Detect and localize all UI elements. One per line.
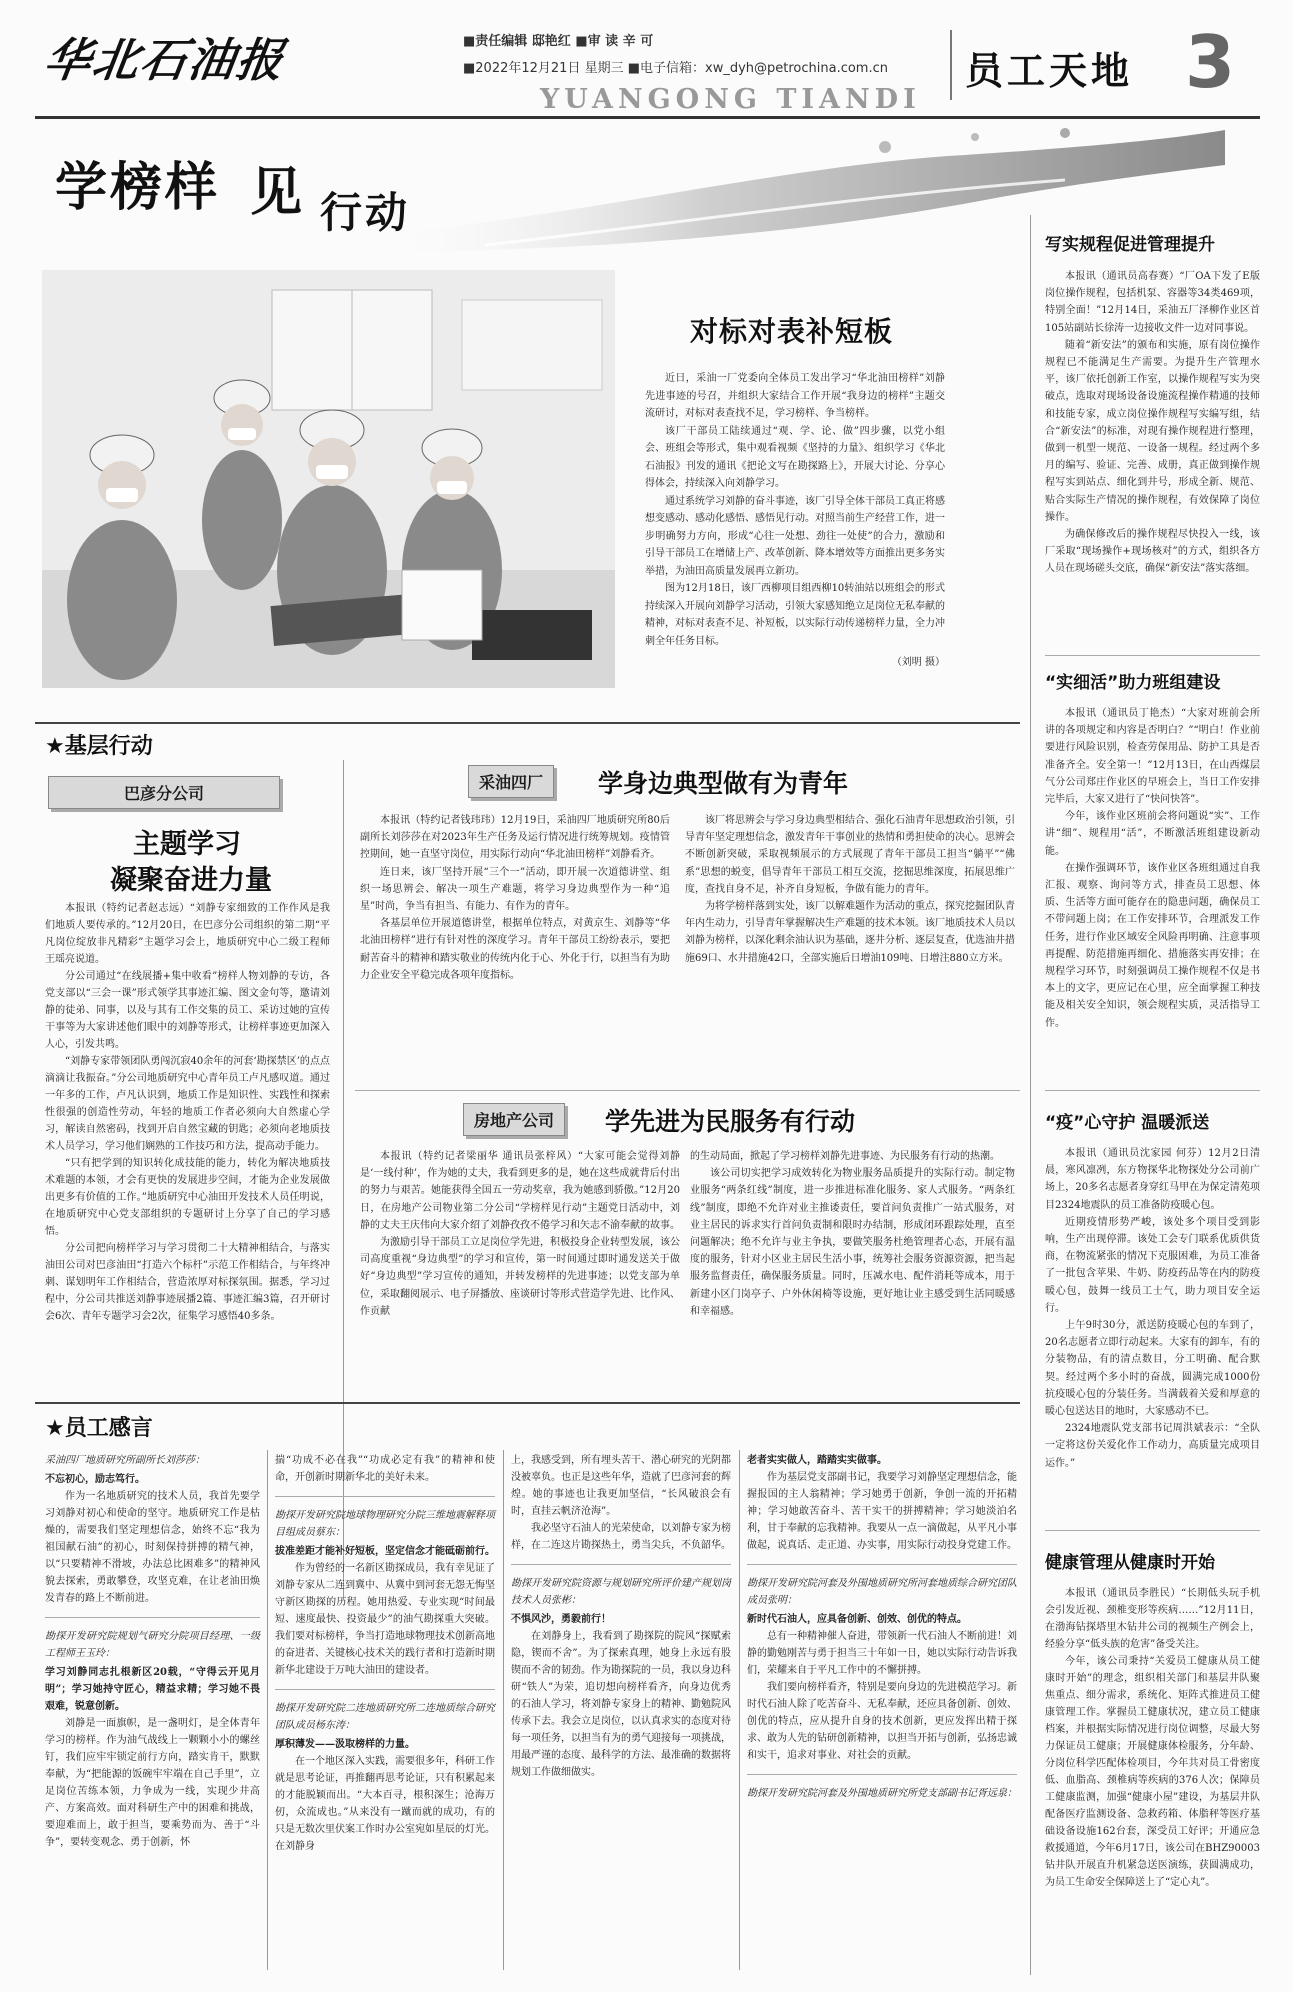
article-body <box>1045 268 1260 578</box>
paragraph: “刘静专家带领团队勇闯沉寂40余年的河套‘勘探禁区’的点点滴滴让我振奋。”分公司地质研究中心青年员工卢凡感叹道。通过一年多的工作，卢凡认识到，地质工作是知识性、实践性和探索性很强的创造性劳动，年轻的地质工作者必须向大自然虚心学习，解读自然密码，找到开启自然宝藏的钥匙；必须向老地质技术人员学习，学习他们娴熟的工作技巧和方法，提高动手能力。 <box>45 1056 330 1152</box>
article-body-right <box>685 812 1015 967</box>
paragraph: 分公司通过“在线展播+集中收看”榜样人物刘静的专访，各党支部以“三会一课”形式领学其事迹汇编、图文金句等，邀请刘静的徒弟、同事，以及与其有工作交集的员工、采访过她的宣传干事等为大家讲述他们眼中的刘静等形式，让榜样事迹更加深入人心，引发共鸣。 <box>45 971 330 1050</box>
author-line: 勘探开发研究院河套及外围地质研究所党支部副书记胥远泉： <box>747 1788 1017 1799</box>
paragraph: 今年，该公司秉持“关爱员工健康从员工健康时开始”的理念，组织相关部门和基层井队聚焦重点、细分需求，系统化、矩阵式推进员工健康管理工作。掌握员工健康状况，建立员工健康档案，并根据实际情况进行岗位调整，尽最大努力保证员工健康；开展健康体检服务，分年龄、分岗位科学匹配体检项目，今年共对员工骨密度低、血脂高、颈椎病等疾病的376人次；保障员工健康监测，加强“健康小屋”建设，为基层井队配备医疗监测设备、急救药箱、体脂秤等医疗基础设备设施162台套，深受员工好评；开通应急救援通道，今年6月17日，该公司在BHZ90003钻井队开展直升机紧急送医演练，获圆满成功，为员工生命安全保障送上了“定心丸”。 <box>1045 1656 1260 1888</box>
paragraph: 在刘静身上，我看到了勘探院的院风“探赋索隐，锲而不舍”。为了探索真理，她身上永远有股锲而不舍的韧劲。作为勘探院的一员，我以身边科研“铁人”为荣，追切想向榜样看齐，向身边优秀的石油人学习，将刘静专家身上的精神、勤勉院风传承下去。我会立足岗位，以认真求实的态度对待每一项任务，以担当有为的勇气迎接每一项挑战，用最严谨的态度、最科学的方法、最准确的数据将规划工作做细做实。 <box>511 1631 731 1778</box>
section-title: 员工天地 <box>965 49 1134 93</box>
article-body <box>45 900 330 1325</box>
paragraph: 2324地震队党支部书记周洪斌表示：“全队一定将这份关爱化作工作动力，高质量完成项目运作。” <box>1045 1423 1260 1469</box>
lead-line: 不忘初心，励志笃行。 <box>45 1474 145 1485</box>
unit-tag-realestate: 房地产公司 <box>463 1103 565 1136</box>
date-line: ■2022年12月21日 星期三 ■电子信箱：xw_dyh@petrochina.com.cn <box>463 61 888 76</box>
author-line: 勘探开发研究院规划气研究分院项目经理、一级工程师王玉玲： <box>45 1631 260 1659</box>
masthead-rule <box>35 116 1260 119</box>
section-rule <box>35 722 1020 724</box>
feelings-column-2 <box>275 1452 495 1855</box>
paragraph: 该公司切实把学习成效转化为物业服务品质提升的实际行动。制定物业服务“两条红线”制度，进一步推进标准化服务、家人式服务。“两条红线”制度，即绝不允许对业主推诿责任，要首问负责推广一站式服务，对业主居民的诉求实行首问负责制和限时办结制，形成闭环跟踪处理，直至问题解决；绝不允许与业主争执，要做笑服务杜绝管理者心态，开展有温度的服务，针对小区业主居民生活小事，统筹社会服务资源资源，把当起服务监督责任，确保服务质量。同时，压减水电、配件消耗等成本，用于新建小区门岗亭子、户外休闲椅等设施，更好地让业主感受到生活同暖感和幸福感。 <box>690 1168 1015 1317</box>
column-divider <box>267 1450 268 1970</box>
feature-headline: 对标对表补短板 <box>690 315 894 348</box>
lead-line: 新时代石油人，应具备创新、创效、创优的特点。 <box>747 1614 967 1625</box>
lead-line: 不惧风沙，勇毅前行！ <box>511 1614 611 1625</box>
unit-tag-plant4: 采油四厂 <box>468 765 554 798</box>
paragraph: 本报讯（通讯员李胜民）“长期低头玩手机会引发近视、颈椎变形等疾病……”12月11日，在渤海钻探塔里木钻井公司的视频生产例会上，经验分享“低头族的危害”备受关注。 <box>1045 1588 1260 1650</box>
author-line: 勘探开发研究院二连地质研究所二连地质综合研究团队成员杨东涛： <box>275 1703 495 1731</box>
section-label-grassroots: ★基层行动 <box>45 734 153 759</box>
section-rule <box>35 1402 1020 1404</box>
feature-paragraph: 通过系统学习刘静的奋斗事迹，该厂引导全体干部员工真正将感想变感动、感动化感悟、感悟见行动。对照当前生产经营工作，进一步明确努力方向，形成“心往一处想、劲往一处使”的合力，激励和引导干部员工在增储上产、改革创新、降本增效等方面推出更多务实举措，为油田高质量发展再立新功。 <box>645 495 945 577</box>
divider <box>1045 655 1260 656</box>
article-headline: 写实规程促进管理提升 <box>1045 235 1215 255</box>
section-pinyin: YUANGONG TIANDI <box>540 84 921 115</box>
page-number: 3 <box>1185 20 1236 104</box>
author-line: 勘探开发研究院河套及外围地质研究所河套地质综合研究团队成员张明： <box>747 1578 1017 1606</box>
divider <box>747 1564 1017 1565</box>
divider <box>747 1774 1017 1775</box>
paragraph: 总有一种精神催人奋进，带领新一代石油人不断前进！刘静的勤勉刚苦与勇于担当三十年如一日，她以实际行动告诉我们，荣耀来自于平凡工作中的不懈拼搏。 <box>747 1631 1017 1676</box>
feature-photo <box>42 270 615 688</box>
divider <box>511 1564 731 1565</box>
feelings-column-4 <box>747 1452 1017 1802</box>
banner-title-1: 学榜样 <box>55 158 221 218</box>
paragraph: 今年，该作业区班前会将问题说“实”、工作讲“细”、规程用“活”，不断激活班组建设新动能。 <box>1045 811 1260 857</box>
paragraph: 作为一名地质研究的技术人员，我首先要学习刘静对初心和使命的坚守。地质研究工作是枯燥的，需要我们坚定理想信念，始终不忘“我为祖国献石油”的初心，时刻保持拼搏的精气神，以“只要精神不滑坡，办法总比困难多”的精神风貌去探索，勇敢攀登，攻坚克难，在让老油田焕发青春的路上不断前进。 <box>45 1491 260 1604</box>
paragraph: 上，我感受到，所有埋头苦干、潜心研究的光阴都没被辜负。也正是这些年华，造就了巴彦河套的辉煌。她的事迹也让我更加坚信，“长风破浪会有时，直挂云帆济沧海”。 <box>511 1455 731 1517</box>
feature-paragraph: 图为12月18日，该厂西柳项目组西柳10转油站以班组会的形式持续深入开展向刘静学习活动，引领大家感知绝立足岗位无私奉献的精神，对标对表查不足、补短板，以实际行动传递榜样力量，全力冲刺全年任务目标。 <box>645 583 945 647</box>
paragraph: 刘静是一面旗帜，是一盏明灯，是全体青年学习的榜样。作为油气战线上一颗颗小小的螺丝钉，我们应牢牢锁定前行方向，踏实肯干，默默奉献，为“把能源的饭碗牢牢端在自己手里”，立足岗位苦练本领，力争成为一线，实现少井高产、方案高效。面对科研生产中的困难和挑战，要迎难而上，敢于担当，要乘势而为、善于“斗争”，要转变观念、勇于创新，怀 <box>45 1718 260 1848</box>
article-body-left <box>360 1148 680 1320</box>
article-body <box>1045 1585 1260 1891</box>
paragraph: 本报讯（通讯员高春赛）“厂OA下发了E版岗位操作规程，包括机泵、容器等34类469项，特别全面！”12月14日，采油五厂泽柳作业区首105站副站长徐涛一边接收文件一边对同事说。 <box>1045 271 1260 334</box>
article-body <box>1045 1145 1260 1472</box>
divider <box>45 1617 260 1618</box>
masthead <box>0 0 1293 118</box>
headline-line-2: 凝聚奋进力量 <box>110 865 272 896</box>
divider <box>355 1090 1020 1091</box>
paragraph: 为确保修改后的操作规程尽快投入一线，该厂采取“现场操作+现场核对”的方式，组织各方人员在现场磋头交底，确保“新安法”落实落细。 <box>1045 529 1260 575</box>
paragraph: 分公司把向榜样学习与学习贯彻二十大精神相结合，与落实油田公司对巴彦油田“打造六个标杆”示范工作相结合，与年终冲刺、谋划明年工作相结合，营造浓厚对标探氛围。据悉，学习过程中，分公司共推送刘静事迹展播2篇、事迹汇编3篇，召开研讨会6次、青年专题学习会2次，征集学习感悟40多条。 <box>45 1243 330 1322</box>
paragraph: 该厂将思辨会与学习身边典型相结合、强化石油青年思想政治引领，引导青年坚定理想信念，激发青年干事创业的热情和勇担使命的决心。思辨会不断创新突破，采取视频展示的方式展现了青年干部员工担当“躺平”“佛系”思想的蜕变，倡导青年干部员工相互交流，挖掘思维深度，拓展思维广度，查找自身不足，补齐自身短板，争做有能力的青年。 <box>685 815 1015 895</box>
column-divider <box>503 1450 504 1970</box>
lead-line: 拔准差距才能补好短板，坚定信念才能砥砺前行。 <box>275 1546 495 1557</box>
feature-paragraph: 近日，采油一厂党委向全体员工发出学习“华北油田榜样”刘静先进事迹的号召，并组织大家结合工作开展“我身边的榜样”主题交流研讨，对标对表查找不足，学习榜样、争当榜样。 <box>645 373 945 419</box>
banner-title-2: 见 <box>250 163 303 223</box>
paragraph: 本报讯（通讯员丁艳杰）“大家对班前会所讲的各项规定和内容是否明白？”“明白！作业前要进行风险识别，检查劳保用品、防护工具是否准备齐全。安全第一！”12月13日，在山西煤层气分公司郑庄作业区的早班会上，当日工作安排完毕后，大家又进行了“快问快答”。 <box>1045 708 1260 806</box>
divider <box>275 1689 495 1690</box>
paper-logo: 华北石油报 <box>40 33 289 87</box>
paragraph: 作为基层党支部副书记，我要学习刘静坚定理想信念，能握报国的主人翁精神；学习她勇于创新，争创一流的开拓精神；学习她敢苦奋斗、苦干实干的拼搏精神；学习她淡泊名利，甘于奉献的忘我精神。我要从一点一滴做起，从平凡小事做起，说真话、走正道、办实事，用实际行动投身党建工作。 <box>747 1472 1017 1551</box>
divider <box>1045 1530 1260 1531</box>
article-headline: 学身边典型做有为青年 <box>598 769 849 798</box>
feature-body <box>645 370 945 672</box>
right-column-divider <box>1030 215 1031 1975</box>
paragraph: 在操作强调环节，该作业区各班组通过自我汇报、观察、询问等方式，排查员工思想、体质、生活等方面可能存在的隐患问题，确保员工不带问题上岗；在工作安排环节，合理派发工作任务，进行作业区域安全风险再明确、注意事项再提醒、防范措施再细化、措施落实再安排；在规程学习环节，时刻强调员工操作规程不仅是书本上的文字，更应记在心里，应全面掌握工种技能及相关安全知识，领会规程实质，灵活指导工作。 <box>1045 862 1260 1029</box>
paragraph: 连日来，该厂坚持开展“三个一”活动，即开展一次道德讲堂、组织一场思辨会、解决一项生产难题，将学习身边典型作为一种“追星”时尚，争当有担当、有能力、有作为的青年。 <box>360 866 670 913</box>
paragraph: 我们要向榜样看齐，特别是要向身边的先进模范学习。新时代石油人除了吃苦奋斗、无私奉献，还应具备创新、创效、创优的特点，应从提升自身的技术创新，更应发挥出精于探求、敢为人先的钻研创新精神，以担当开拓与创新，弘扬忠诚和实干，追求对事业、对社会的贡献。 <box>747 1682 1017 1761</box>
paragraph: 近期疫情形势严峻，该处多个项目受到影响，生产出现停滞。该处工会专门联系优质供货商，在物流紧张的情况下克服困难，为员工准备了一批包含苹果、牛奶、防疫药品等在内的防疫暖心包，鼓舞一线员工士气，助力项目安全运行。 <box>1045 1216 1260 1314</box>
article-headline: “疫”心守护 温暖派送 <box>1045 1113 1210 1133</box>
lead-line: 学习刘静同志扎根新区20载，“守得云开见月明”；学习她持守匠心，精益求精；学习她不畏艰难，锐意创新。 <box>45 1667 260 1712</box>
lead-line: 老者实实做人，踏踏实实做事。 <box>747 1455 887 1466</box>
paragraph: 为将学榜样落到实处，该厂以解难题作为活动的重点，探究挖掘团队青年内生动力，引导青年掌握解决生产难题的技术本领。该厂地质技术人员以刘静为榜样，以深化剩余油认识为基础，逐井分析、逐层复查，优选油井措施69口、水井措施42口，全部实施后日增油109吨、日增注880立方米。 <box>685 901 1015 964</box>
paragraph: 在一个地区深入实践，需要很多年，科研工作就是思考论证，再推翻再思考论证，只有积累起来的才能脱颖而出。“大本百寻，根积深生；沧海万仞，众流成也。”从来没有一蹴而就的成功，有的只是无数次里伏案工作时办公室宛如星辰的灯光。在刘静身 <box>275 1756 495 1852</box>
article-body-left <box>360 812 670 984</box>
author-line: 采油四厂地质研究所副所长刘莎莎： <box>45 1455 205 1466</box>
column-divider <box>739 1450 740 1970</box>
editor-line: ■责任编辑 邸艳红 ■审 读 辛 可 <box>463 34 654 49</box>
article-headline: 学先进为民服务有行动 <box>605 1107 856 1136</box>
divider <box>1045 1090 1260 1091</box>
paragraph: “只有把学到的知识转化成技能的能力，转化为解决地质技术难题的本领，才会有更快的发展进步空间，才能为企业发展做出更多有价值的工作。”地质研究中心油田开发技术人员任明说，在地质研究中心党支部组织的专题研讨上分享了自己的学习感悟。 <box>45 1158 330 1237</box>
feelings-column-1 <box>45 1452 260 1851</box>
paragraph: 本报讯（特约记者梁丽华 通讯员张梓风）“大家可能会觉得刘静是‘一线付种’，作为她的丈夫，我看到更多的是，她在这些成就背后付出的努力与艰苦。她能获得全国五一劳动奖章，我为她感到骄傲。”12月20日，在房地产公司物业第二分公司“学榜样见行动”主题党日活动中，刘静的丈夫王庆伟向大家介绍了刘静孜孜不倦学习和矢志不渝奉献的故事。 <box>360 1151 680 1231</box>
banner-title-3: 行动 <box>320 188 411 237</box>
workers-illustration <box>42 270 615 688</box>
paragraph: 为激励引导干部员工立足岗位学先进，积极投身企业转型发展，该公司高度重视“身边典型”的学习和宣传，第一时间通过即时通发送关于做好“身边典型”学习宣传的通知，并转发榜样的先进事迹；以党支部为单位，采取翻阅展示、电子屏播放、座谈研讨等形式营造学先进、比作风、作贡献 <box>360 1237 680 1317</box>
paragraph: 各基层单位开展道德讲堂，根据单位特点，对黄京生、刘静等“华北油田榜样”进行有针对性的深度学习。青年干部员工纷纷表示，要把耐苦奋斗的精神和踏实敬业的传统内化于心、外化于行，以担当有为助力企业安全平稳完成各项年度指标。 <box>360 918 670 981</box>
feature-paragraph: 该厂干部员工陆续通过“观、学、论、做”四步骤，以党小组会、班组会等形式，集中观看视频《坚持的力量》、组织学习《华北石油报》刊发的通讯《把论文写在勘探路上》，开展大讨论、分享心得体会，持续深入向刘静学习。 <box>645 425 945 489</box>
article-body <box>1045 705 1260 1032</box>
headline-line-1: 主题学习 <box>133 829 241 860</box>
paragraph: 作为曾经的一名新区勘探成员，我有幸见证了刘静专家从二连到冀中、从冀中到河套无怨无悔坚守新区勘探的历程。她用热爱、专业实现“时间最短、速度最快、投资最少”的油气勘探重大突破。我们要对标榜样，争当打造地球物理技术创新高地的奋进者、关键核心技术关的践行者和打造新时期新华北建设于万吨大油田的建设者。 <box>275 1563 495 1676</box>
photo-credit: （刘明 摄） <box>891 657 945 668</box>
article-body-right <box>690 1148 1015 1320</box>
article-headline: 健康管理从健康时开始 <box>1045 1553 1215 1573</box>
masthead-divider <box>950 30 952 100</box>
author-line: 勘探开发研究院地球物理研究分院三维地震解释项目组成员蔡东： <box>275 1510 495 1538</box>
paragraph: 我必坚守石油人的光荣使命，以刘静专家为榜样，在二连这片勘探热土，勇当尖兵，不负韶华。 <box>511 1523 731 1551</box>
paragraph: 上午9时30分，派送防疫暖心包的车到了，20名志愿者立即行动起来。大家有的卸车，有的分装物品，有的清点数目，分工明确、配合默契。经过两个多小时的奋战，圆满完成1000份抗疫暖心包的分装任务。当满载着关爱和厚意的暖心包送达目的地时，大家感动不已。 <box>1045 1320 1260 1418</box>
paragraph: 本报讯（特约记者钱玮玮）12月19日，采油四厂地质研究所80后副所长刘莎莎在对2023年生产任务及运行情况进行统筹规划。疫情管控期间，她一直坚守岗位，用实际行动向“华北油田榜样”刘静看齐。 <box>360 815 670 861</box>
feelings-column-3 <box>511 1452 731 1781</box>
divider <box>275 1496 495 1497</box>
paragraph: 揣“功成不必在我”“功成必定有我”的精神和使命，开创新时期新华北的美好未来。 <box>275 1455 495 1483</box>
section-label-feelings: ★员工感言 <box>45 1416 153 1441</box>
paragraph: 本报讯（通讯员沈家园 何芬）12月2日清晨，寒风凛冽，东方物探华北物探处分公司前广场上，20多名志愿者身穿红马甲在为保定清苑项目2324地震队的员工准备防疫暖心包。 <box>1045 1148 1260 1211</box>
paragraph: 随着“新安法”的颁布和实施，原有岗位操作规程已不能满足生产需要。为提升生产管理水平，该厂依托创新工作室，以操作规程写实为突破点，选取对现场设备设施流程操作精通的技师和技能专家，成立岗位操作规程写实编写组，结合“新安法”的标准，对现有操作规程进行整理，做到一机型一规范、一设备一规程。经过两个多月的编写、验证、完善、成册，真正做到操作规程写实到站点、细化到井号，形成全新、规范、贴合实际生产情况的操作规程，有效保障了岗位操作。 <box>1045 339 1260 523</box>
paragraph: 的生动局面，掀起了学习榜样刘静先进事迹、为民服务有行动的热潮。 <box>690 1151 1000 1162</box>
author-line: 勘探开发研究院资源与规划研究所评价建产规划岗技术人员张彬： <box>511 1578 731 1606</box>
paragraph: 本报讯（特约记者赵志远）“刘静专家细致的工作作风是我们地质人要传承的。”12月20日，在巴彦分公司组织的第二期“平凡岗位绽放非凡精彩”主题学习会上，地质研究中心二级工程师王瑶亮说道。 <box>45 903 330 965</box>
unit-tag-bayan: 巴彦分公司 <box>48 776 280 809</box>
lead-line: 厚积薄发——汲取榜样的力量。 <box>275 1739 415 1750</box>
article-headline: “实细活”助力班组建设 <box>1045 673 1221 693</box>
